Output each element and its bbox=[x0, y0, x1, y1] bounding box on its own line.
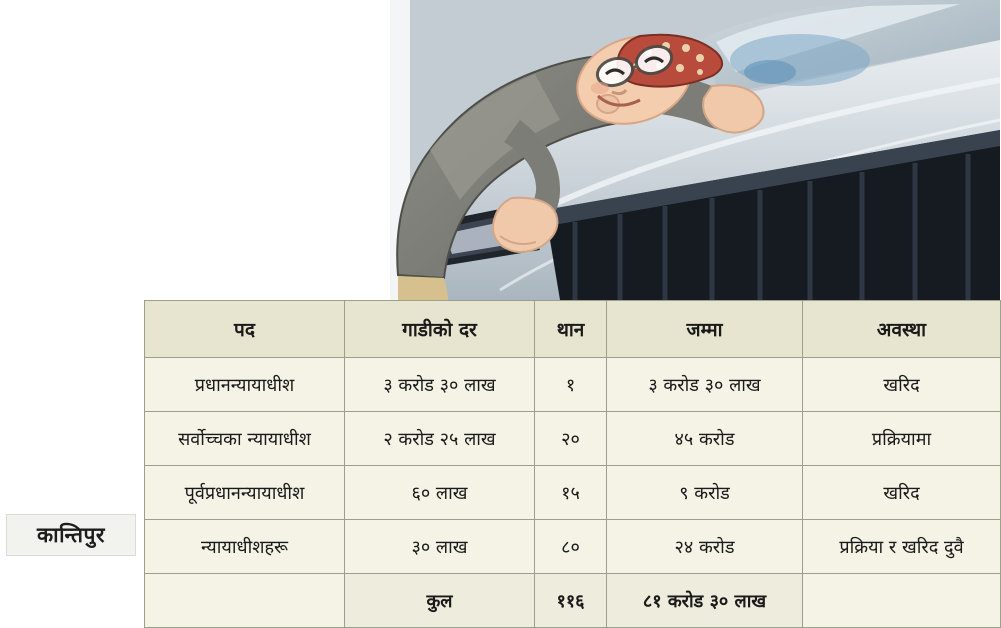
cell-post: सर्वोच्चका न्यायाधीश bbox=[145, 412, 345, 466]
cell-total-qty: ११६ bbox=[535, 574, 607, 628]
column-header-quantity: थान bbox=[535, 301, 607, 358]
cell-rate: ३ करोड ३० लाख bbox=[345, 358, 535, 412]
table-row bbox=[145, 466, 1001, 520]
table-body bbox=[145, 358, 1001, 628]
cell-status: प्रक्रिया र खरिद दुवै bbox=[803, 520, 1001, 574]
cell-post: पूर्वप्रधानन्यायाधीश bbox=[145, 466, 345, 520]
cell-post: न्यायाधीशहरू bbox=[145, 520, 345, 574]
vehicle-cost-table bbox=[144, 300, 1000, 628]
table-head bbox=[145, 301, 1001, 358]
kantipur-logo-watermark bbox=[6, 514, 136, 556]
cell-status: प्रक्रियामा bbox=[803, 412, 1001, 466]
column-header-total: जम्मा bbox=[607, 301, 803, 358]
logo-text: कान्तिपुर bbox=[37, 523, 105, 547]
cell-qty: १५ bbox=[535, 466, 607, 520]
cell-total: २४ करोड bbox=[607, 520, 803, 574]
cell-total-blank bbox=[145, 574, 345, 628]
column-header-vehicle-rate: गाडीको दर bbox=[345, 301, 535, 358]
table bbox=[144, 300, 1001, 628]
cell-qty: २० bbox=[535, 412, 607, 466]
table-row bbox=[145, 520, 1001, 574]
cell-status: खरिद bbox=[803, 466, 1001, 520]
cell-total: ३ करोड ३० लाख bbox=[607, 358, 803, 412]
cell-rate: २ करोड २५ लाख bbox=[345, 412, 535, 466]
cell-total-label: कुल bbox=[345, 574, 535, 628]
cell-status: खरिद bbox=[803, 358, 1001, 412]
cell-rate: ३० लाख bbox=[345, 520, 535, 574]
column-header-post: पद bbox=[145, 301, 345, 358]
table-header-row bbox=[145, 301, 1001, 358]
cell-total-status-blank bbox=[803, 574, 1001, 628]
cell-total: ९ करोड bbox=[607, 466, 803, 520]
cell-post: प्रधानन्यायाधीश bbox=[145, 358, 345, 412]
cell-qty: ८० bbox=[535, 520, 607, 574]
cell-qty: १ bbox=[535, 358, 607, 412]
cell-total: ४५ करोड bbox=[607, 412, 803, 466]
table-row bbox=[145, 358, 1001, 412]
table-total-row bbox=[145, 574, 1001, 628]
column-header-status: अवस्था bbox=[803, 301, 1001, 358]
cell-total-amount: ८१ करोड ३० लाख bbox=[607, 574, 803, 628]
table-row bbox=[145, 412, 1001, 466]
cell-rate: ६० लाख bbox=[345, 466, 535, 520]
